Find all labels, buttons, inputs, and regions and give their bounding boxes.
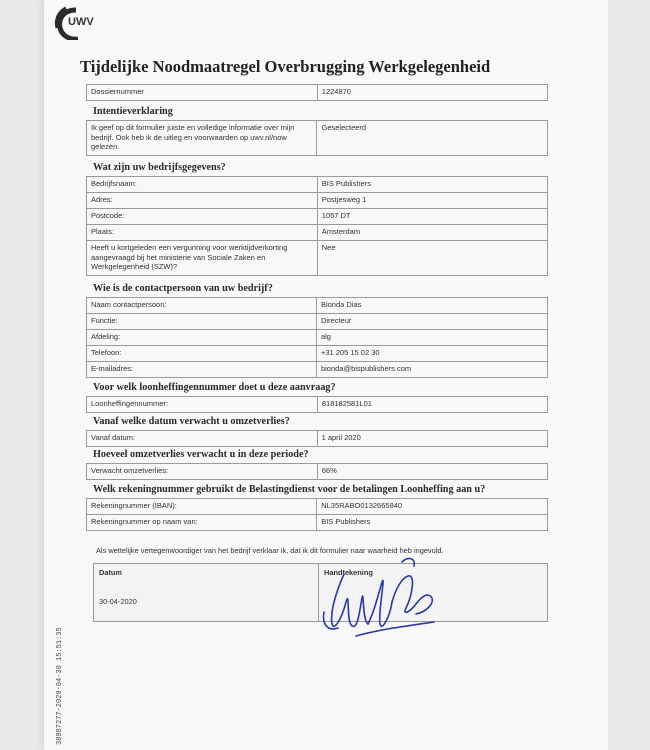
date-label: Datum <box>99 568 122 577</box>
table-row <box>87 298 548 314</box>
handwritten-signature <box>316 552 446 652</box>
table-row <box>87 121 548 156</box>
table-row <box>87 241 548 276</box>
email-label: E-mailadres: <box>87 362 317 378</box>
table-row <box>87 193 548 209</box>
table-row <box>87 431 548 447</box>
iban-label: Rekeningnummer (IBAN): <box>87 499 317 515</box>
function-value: Directeur <box>316 314 547 330</box>
table-row <box>87 464 548 480</box>
signature-label: Handtekening <box>324 568 373 577</box>
loss-value: 66% <box>317 464 547 480</box>
table-row <box>87 330 548 346</box>
payroll-label: Loonheffingennummer: <box>87 397 318 413</box>
start-table <box>86 430 548 447</box>
bank-table <box>86 498 548 531</box>
table-row <box>87 177 548 193</box>
payroll-heading: Voor welk loonheffingennummer doet u deze aanvraag? <box>93 382 336 393</box>
table-row <box>87 515 548 531</box>
intent-value: Geselecteerd <box>317 121 548 156</box>
contact-name-label: Naam contactpersoon: <box>87 298 317 314</box>
address-value: Postjesweg 1 <box>317 193 547 209</box>
start-heading: Vanaf welke datum verwacht u omzetverlies? <box>93 416 290 427</box>
account-holder-value: BIS Publishers <box>317 515 548 531</box>
city-value: Amsterdam <box>317 225 547 241</box>
contact-heading: Wie is de contactpersoon van uw bedrijf? <box>93 283 273 294</box>
table-row <box>87 314 548 330</box>
account-holder-label: Rekeningnummer op naam van: <box>87 515 317 531</box>
table-row <box>87 85 548 101</box>
intent-table <box>86 120 548 156</box>
scan-identifier: 38987277-2020-04-30 15:51:35 <box>56 627 64 745</box>
dossier-value: 1224870 <box>317 85 547 101</box>
loss-table <box>86 463 548 480</box>
table-row <box>87 346 548 362</box>
loss-label: Verwacht omzetverlies: <box>87 464 318 480</box>
department-value: alg <box>316 330 547 346</box>
table-row <box>87 225 548 241</box>
table-row <box>87 397 548 413</box>
contact-table <box>86 297 548 378</box>
phone-value: +31 205 15 02 30 <box>316 346 547 362</box>
table-row <box>87 499 548 515</box>
function-label: Functie: <box>87 314 317 330</box>
page-title: Tijdelijke Noodmaatregel Overbrugging Werkgelegenheid <box>80 57 491 76</box>
city-label: Plaats: <box>87 225 318 241</box>
company-name-label: Bedrijfsnaam: <box>87 177 318 193</box>
permit-question-value: Nee <box>317 241 547 276</box>
declaration-text: Als wettelijke vertegenwoordiger van het bedrijf verklaar ik, dat ik dit formulier naar waarheid heb ingevuld. <box>96 546 444 555</box>
iban-value: NL35RABO0132665840 <box>317 499 548 515</box>
postcode-label: Postcode: <box>87 209 318 225</box>
email-value: bionda@bispublishers.com <box>316 362 547 378</box>
company-name-value: BIS Publishers <box>317 177 547 193</box>
table-row <box>87 209 548 225</box>
bank-heading: Welk rekeningnummer gebruikt de Belastingdienst voor de betalingen Loonheffing aan u? <box>93 484 486 495</box>
date-column <box>94 564 319 621</box>
company-table <box>86 176 548 276</box>
payroll-table <box>86 396 548 413</box>
payroll-value: 818182581L01 <box>317 397 547 413</box>
dossier-label: Dossiernummer <box>87 85 318 101</box>
postcode-value: 1057 DT <box>317 209 547 225</box>
logo-text: UWV <box>68 16 94 28</box>
dossier-table <box>86 84 548 101</box>
table-row <box>87 362 548 378</box>
start-value: 1 april 2020 <box>317 431 547 447</box>
contact-name-value: Bionda Dias <box>316 298 547 314</box>
address-label: Adres: <box>87 193 318 209</box>
intent-heading: Intentieverklaring <box>93 106 173 117</box>
phone-label: Telefoon: <box>87 346 317 362</box>
company-heading: Wat zijn uw bedrijfsgegevens? <box>93 162 226 173</box>
loss-heading: Hoeveel omzetverlies verwacht u in deze periode? <box>93 449 309 460</box>
department-label: Afdeling: <box>87 330 317 346</box>
start-label: Vanaf datum: <box>87 431 318 447</box>
intent-label: Ik geef op dit formulier juiste en volledige informatie over mijn bedrijf. Ook heb ik de uitleg en voorwaarden op uwv.nl/now gelezen. <box>87 121 317 156</box>
date-value: 30-04-2020 <box>99 597 137 606</box>
permit-question-label: Heeft u kortgeleden een vergunning voor werktijdverkorting aangevraagd bij het ministerie van Sociale Zaken en Werkgelegenheid (SZW)? <box>87 241 318 276</box>
